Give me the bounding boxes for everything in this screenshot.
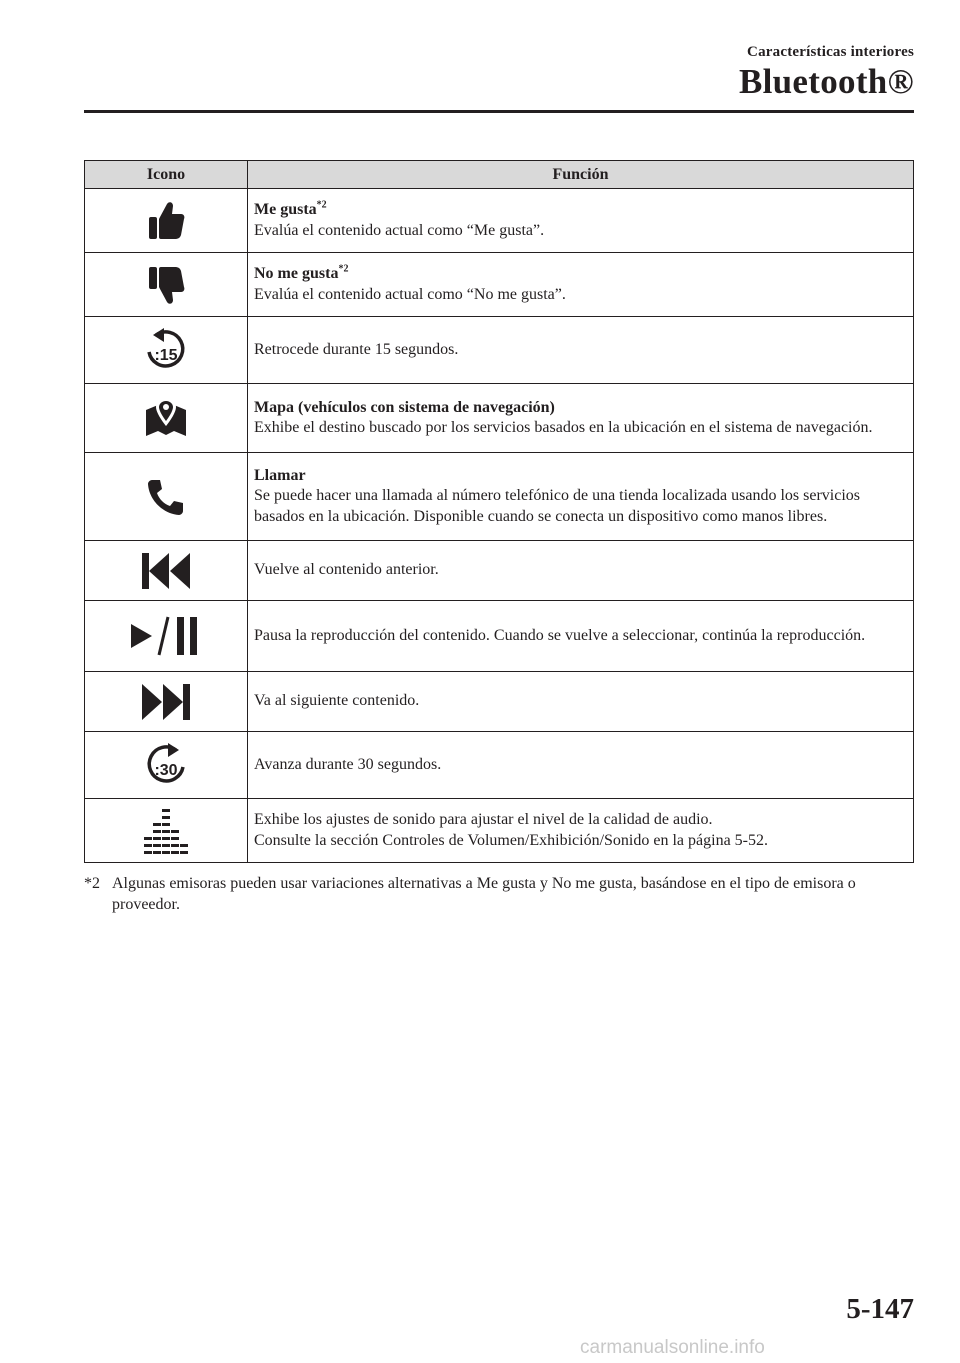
icon-cell — [85, 732, 248, 799]
icon-cell — [85, 672, 248, 732]
function-description: Vuelve al contenido anterior. — [254, 561, 439, 579]
svg-text::30: :30 — [154, 762, 178, 779]
icon-function-table — [84, 160, 914, 863]
footnote-text: Algunas emisoras pueden usar variaciones alternativas a Me gusta y No me gusta, basándose en el tipo de emisora o proveedor. — [112, 875, 856, 913]
function-description: Pausa la reproducción del contenido. Cuando se vuelve a seleccionar, continúa la reproducción. — [254, 626, 866, 644]
function-description: Exhibe los ajustes de sonido para ajustar el nivel de la calidad de audio. Consulte la sección Controles de Volumen/Exhibición/Sonido en la página 5-52. — [254, 811, 768, 849]
icon-cell — [85, 384, 248, 453]
function-cell — [248, 384, 914, 453]
function-cell — [248, 189, 914, 253]
icon-cell — [85, 317, 248, 384]
function-cell — [248, 732, 914, 799]
table-row — [85, 253, 914, 317]
function-name: Mapa (vehículos con sistema de navegación) — [254, 398, 555, 416]
column-header-function: Función — [248, 161, 914, 189]
section-title: Características interiores — [747, 44, 914, 60]
function-name: Llamar — [254, 466, 306, 484]
function-description: Evalúa el contenido actual como “Me gusta”. — [254, 221, 545, 239]
function-cell — [248, 799, 914, 863]
sound-settings-icon — [138, 807, 194, 855]
table-row — [85, 317, 914, 384]
map-pin-icon — [143, 396, 189, 440]
chapter-title: Bluetooth® — [739, 62, 914, 101]
icon-cell — [85, 799, 248, 863]
icon-cell — [85, 601, 248, 672]
skip-previous-icon — [139, 551, 193, 591]
page-number: 5-147 — [846, 1293, 914, 1325]
function-name: No me gusta$^{*2}$ — [254, 263, 349, 282]
table-row — [85, 541, 914, 601]
function-name: Me gusta$^{*2}$ — [254, 199, 327, 218]
header-rule — [84, 110, 914, 113]
thumbs-down-icon — [146, 264, 186, 306]
function-cell — [248, 601, 914, 672]
table-header-row — [85, 161, 914, 189]
svg-text::15: :15 — [154, 347, 178, 364]
skip-next-icon — [139, 682, 193, 722]
column-header-icon: Icono — [85, 161, 248, 189]
icon-cell — [85, 453, 248, 541]
function-description: Se puede hacer una llamada al número telefónico de una tienda localizada usando los servicios basados en la ubicación. Disponible cuando se conecta un dispositivo como manos libres. — [254, 487, 860, 525]
icon-cell — [85, 253, 248, 317]
function-description: Retrocede durante 15 segundos. — [254, 340, 459, 358]
function-cell — [248, 317, 914, 384]
table-row — [85, 453, 914, 541]
function-description: Avanza durante 30 segundos. — [254, 755, 442, 773]
function-cell — [248, 453, 914, 541]
footnote-mark: *2 — [84, 875, 100, 892]
watermark: carmanualsonline.info — [580, 1337, 765, 1358]
table-row — [85, 732, 914, 799]
icon-cell — [85, 541, 248, 601]
play-pause-icon — [128, 615, 204, 657]
function-cell — [248, 253, 914, 317]
thumbs-up-icon — [146, 200, 186, 242]
function-cell — [248, 541, 914, 601]
phone-icon — [146, 477, 186, 517]
table-row — [85, 601, 914, 672]
table-row — [85, 384, 914, 453]
table-row — [85, 799, 914, 863]
function-cell — [248, 672, 914, 732]
forward-30-icon — [142, 741, 190, 789]
rewind-15-icon — [142, 326, 190, 374]
table-row — [85, 189, 914, 253]
function-description: Exhibe el destino buscado por los servicios basados en la ubicación en el sistema de navegación. — [254, 419, 873, 436]
icon-cell — [85, 189, 248, 253]
function-description: Evalúa el contenido actual como “No me gusta”. — [254, 285, 566, 303]
footnote — [84, 874, 914, 915]
table-row — [85, 672, 914, 732]
function-description: Va al siguiente contenido. — [254, 692, 420, 710]
